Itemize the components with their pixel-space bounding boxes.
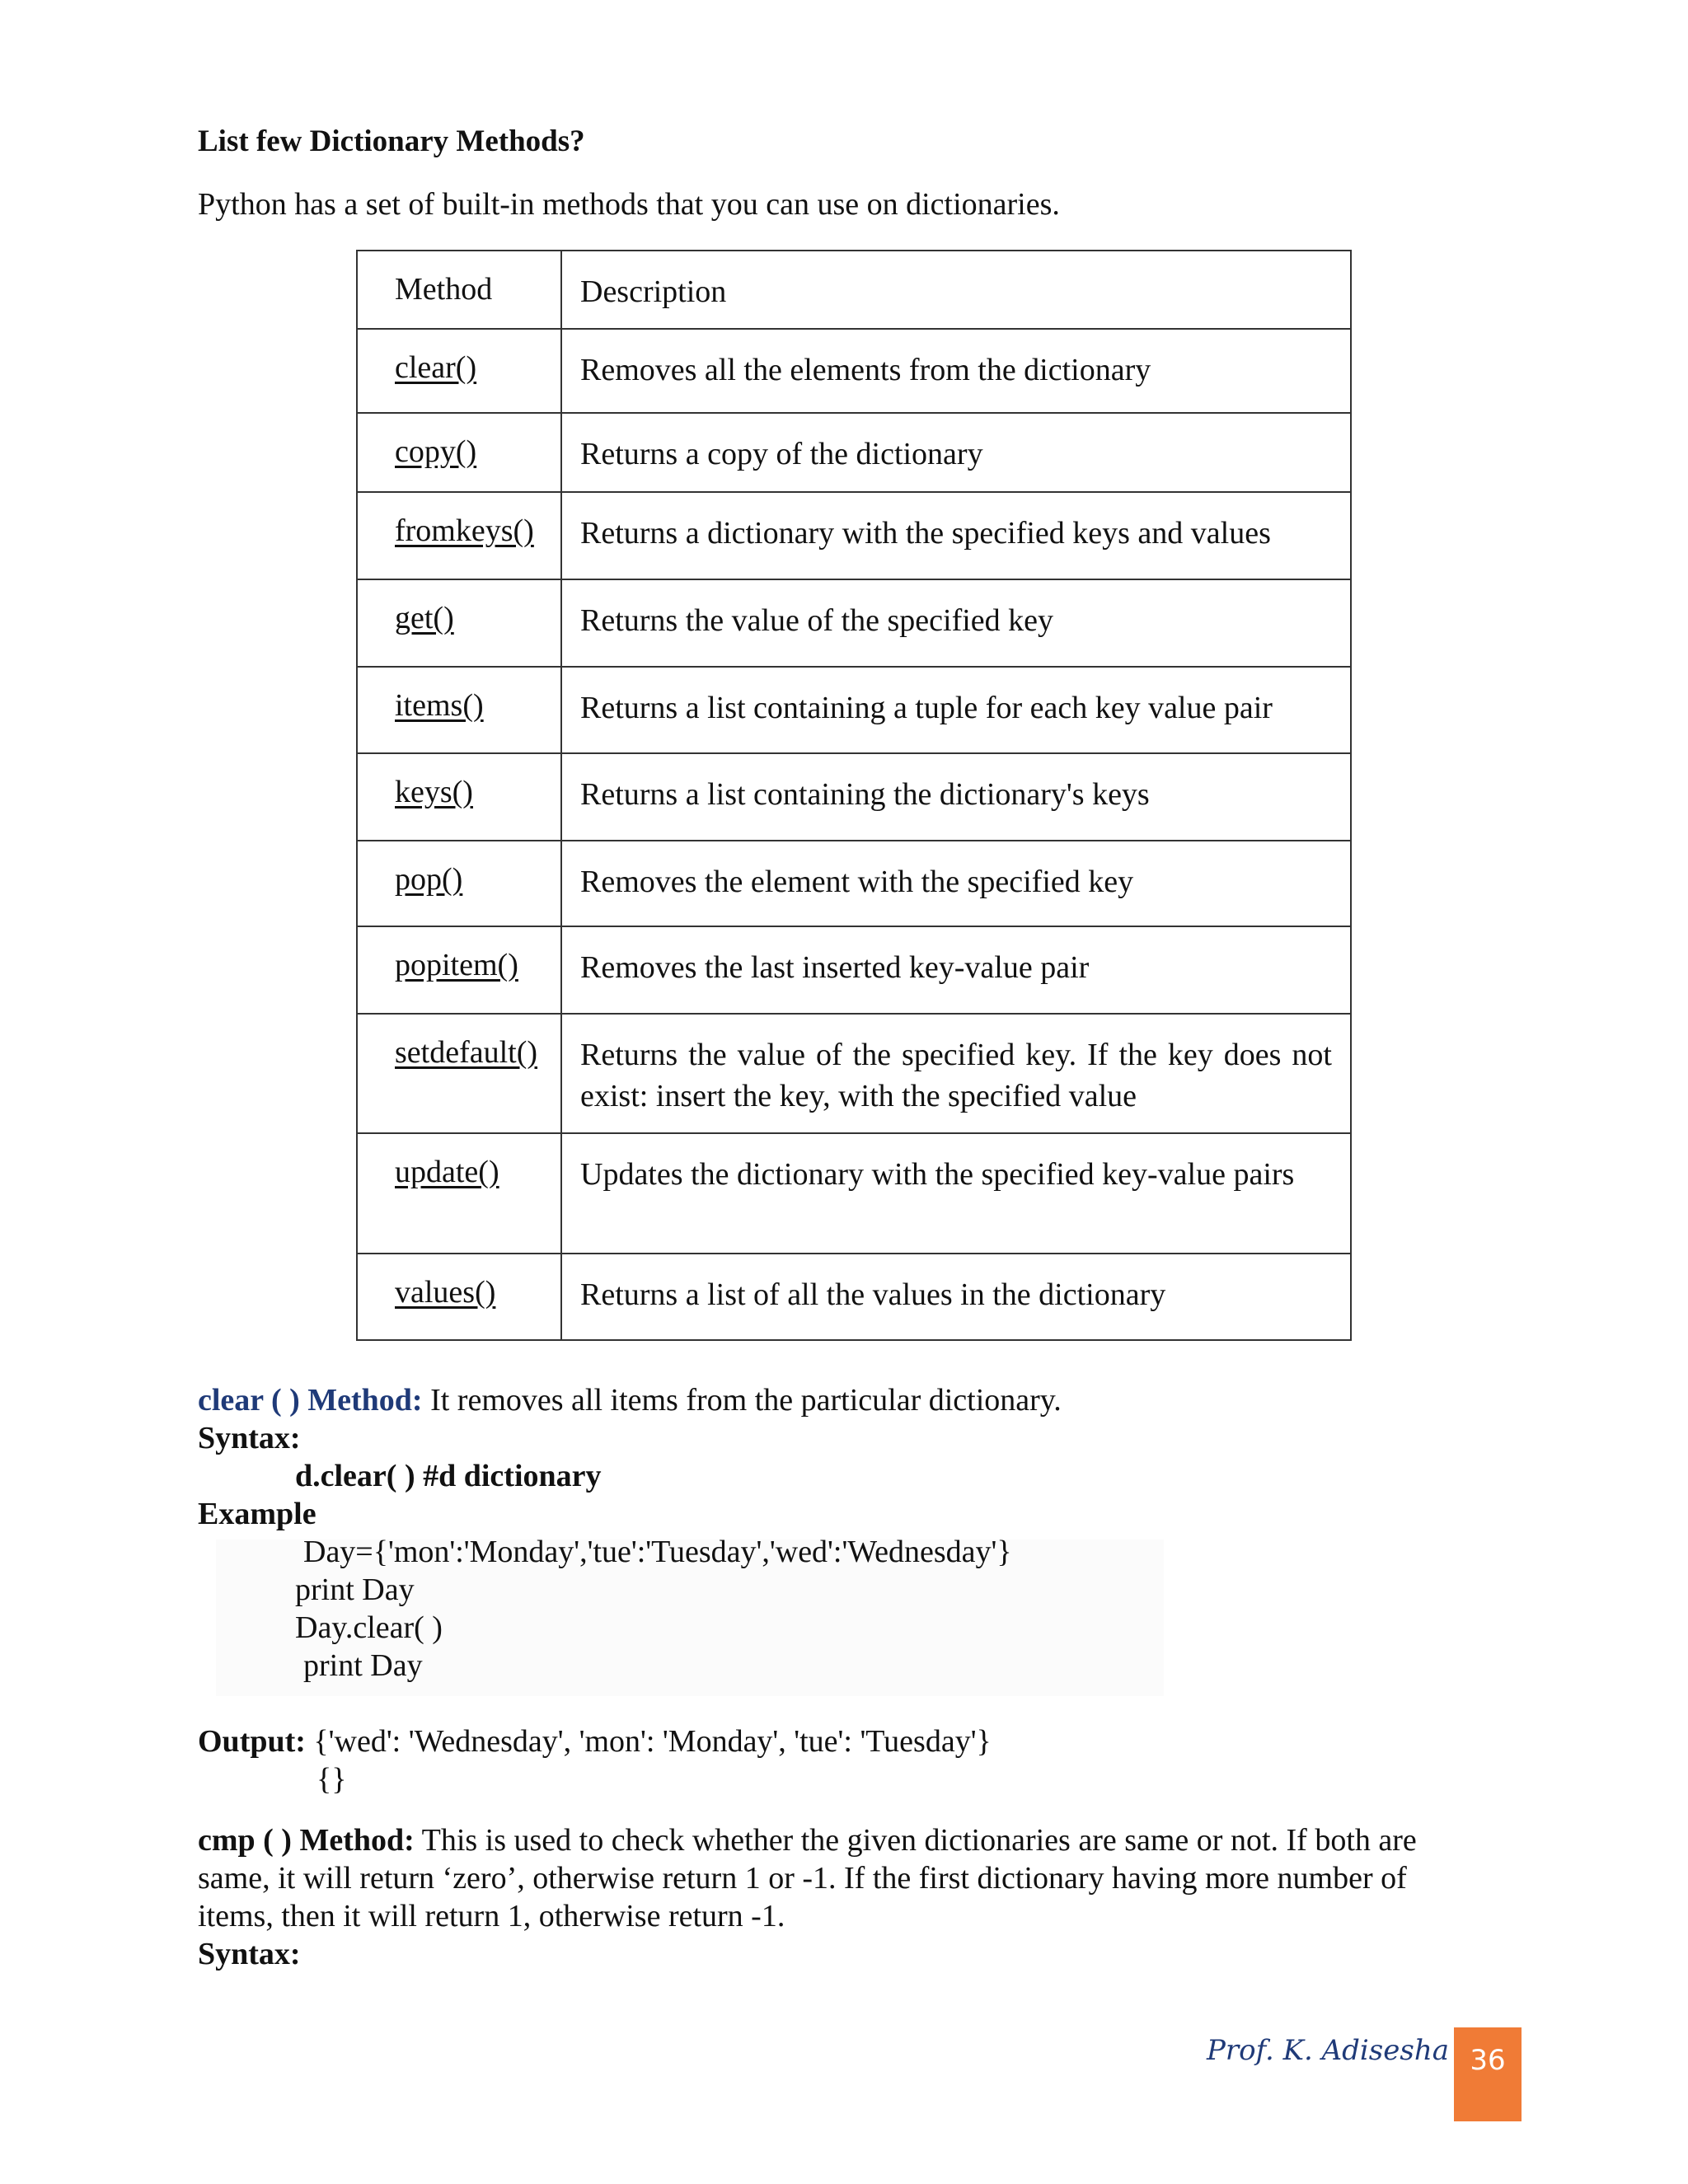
table-row — [357, 926, 1351, 1014]
description-cell: Returns the value of the specified key. If the key does not exist: insert the key, with the specified value — [561, 1014, 1351, 1133]
cmp-syntax-label: Syntax: — [198, 1937, 301, 1971]
cmp-method-paragraph — [198, 1821, 1484, 1935]
clear-method-paragraph — [198, 1381, 1062, 1419]
method-cell: items() — [357, 667, 561, 753]
description-cell: Removes the last inserted key-value pair — [561, 926, 1351, 1014]
output-line-1: {'wed': 'Wednesday', 'mon': 'Monday', 'tue': 'Tuesday'} — [313, 1724, 992, 1759]
description-cell: Removes all the elements from the dictionary — [561, 329, 1351, 413]
table-row — [357, 413, 1351, 492]
method-cell: values() — [357, 1254, 561, 1340]
clear-method-title: clear ( ) Method: — [198, 1383, 423, 1418]
code-line: Day={'mon':'Monday','tue':'Tuesday','wed':'Wednesday'} — [303, 1535, 1012, 1569]
table-row — [357, 841, 1351, 926]
method-cell: get() — [357, 579, 561, 667]
output-paragraph — [198, 1722, 992, 1760]
code-line: print Day — [295, 1572, 415, 1607]
description-cell: Updates the dictionary with the specified key-value pairs — [561, 1133, 1351, 1254]
method-cell: update() — [357, 1133, 561, 1254]
description-cell: Removes the element with the specified key — [561, 841, 1351, 926]
method-cell: copy() — [357, 413, 561, 492]
clear-syntax-label: Syntax: — [198, 1421, 301, 1455]
description-cell: Returns a list containing the dictionary's keys — [561, 753, 1351, 841]
table-row — [357, 1014, 1351, 1133]
method-cell: popitem() — [357, 926, 561, 1014]
table-row — [357, 753, 1351, 841]
table-row — [357, 1254, 1351, 1340]
header-description: Description — [561, 251, 1351, 329]
dictionary-methods-table — [356, 250, 1352, 1341]
table-header-row — [357, 251, 1351, 329]
method-cell: fromkeys() — [357, 492, 561, 579]
code-line: Day.clear( ) — [295, 1610, 443, 1645]
table-row — [357, 329, 1351, 413]
description-cell: Returns the value of the specified key — [561, 579, 1351, 667]
output-line-2: {} — [316, 1762, 347, 1797]
cmp-method-text: This is used to check whether the given dictionaries are same or not. If both are same, it will return ‘zero’, otherwise return 1 or -1. If the first dictionary having more number of items, then it will return 1, otherwise return -1. — [198, 1823, 1417, 1933]
example-label: Example — [198, 1497, 316, 1531]
footer-author: Prof. K. Adisesha — [1207, 2034, 1449, 2067]
description-cell: Returns a copy of the dictionary — [561, 413, 1351, 492]
table-row — [357, 1133, 1351, 1254]
table-row — [357, 579, 1351, 667]
method-cell: clear() — [357, 329, 561, 413]
page-number-badge: 36 — [1454, 2027, 1522, 2121]
header-method: Method — [357, 251, 561, 329]
clear-syntax: d.clear( ) #d dictionary — [295, 1459, 602, 1493]
method-cell: keys() — [357, 753, 561, 841]
cmp-method-title: cmp ( ) Method: — [198, 1823, 415, 1858]
code-line: print Day — [303, 1648, 423, 1683]
method-cell: setdefault() — [357, 1014, 561, 1133]
intro-paragraph: Python has a set of built-in methods that you can use on dictionaries. — [198, 187, 1060, 222]
description-cell: Returns a list containing a tuple for each key value pair — [561, 667, 1351, 753]
table-row — [357, 667, 1351, 753]
output-label: Output: — [198, 1724, 306, 1759]
table-row — [357, 492, 1351, 579]
clear-method-text: It removes all items from the particular dictionary. — [430, 1383, 1062, 1418]
description-cell: Returns a dictionary with the specified keys and values — [561, 492, 1351, 579]
method-cell: pop() — [357, 841, 561, 926]
description-cell: Returns a list of all the values in the dictionary — [561, 1254, 1351, 1340]
page-heading: List few Dictionary Methods? — [198, 124, 585, 158]
